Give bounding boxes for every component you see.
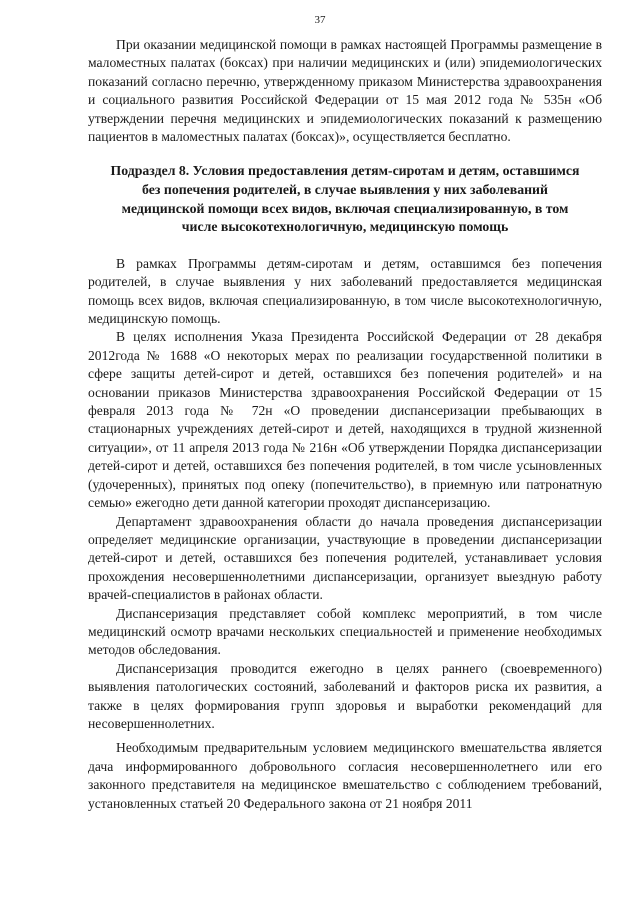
paragraph-1: В рамках Программы детям-сиротам и детям, оставшимся без попечения родителей, в случае выявления у них заболеваний предоставляется медицинская помощь всех видов, включая специализированную, в том числе высокотехнологичную, медицинскую помощь. <box>88 255 602 327</box>
paragraph-6: Необходимым предварительным условием медицинского вмешательства является дача информированного добровольного согласия несовершеннолетнего или его законного представителя на медицинское вмешательство с соблюдением требований, установленных статьей 20 Федерального закона от 21 ноября 2011 <box>88 740 602 811</box>
paragraph-5: Диспансеризация проводится ежегодно в целях раннего (своевременного) выявления патологических состояний, заболеваний и факторов риска их развития, а также в целях формирования групп здоровья и выработки рекомендаций для несовершеннолетних. <box>88 660 602 731</box>
document-body <box>88 36 602 813</box>
paragraph-4: Диспансеризация представляет собой комплекс мероприятий, в том числе медицинский осмотр врачами нескольких специальностей и применение необходимых методов обследования. <box>88 605 602 658</box>
paragraph-2: В целях исполнения Указа Президента Российской Федерации от 28 декабря 2012года № 1688 «О некоторых мерах по реализации государственной политики в сфере защиты детей-сирот и детей, оставшихся без попечения родителей» и на основании приказов Министерства здравоохранения Российской Федерации от 15 февраля 2013 года № 72н «О проведении диспансеризации пребывающих в стационарных учреждениях детей-сирот и детей, находящихся в трудной жизненной ситуации», от 11 апреля 2013 года № 216н «Об утверждении Порядка диспансеризации детей-сирот и детей, оставшихся без попечения родителей, в том числе усыновленных (удочеренных), принятых под опеку (попечительство), в приемную или патронатную семью» ежегодно дети данной категории проходят диспансеризацию. <box>88 329 602 511</box>
paragraph-3: Департамент здравоохранения области до начала проведения диспансеризации определяет медицинские организации, участвующие в проведении диспансеризации детей-сирот и детей, оставшихся без попечения родителей, устанавливает условия прохождения несовершеннолетними диспансеризации, организует выездную работу врачей-специалистов в районах области. <box>88 513 602 603</box>
intro-paragraph: При оказании медицинской помощи в рамках настоящей Программы размещение в маломестных палатах (боксах) при наличии медицинских и (или) эпидемиологических показаний согласно перечню, утвержденному приказом Министерства здравоохранения и социального развития Российской Федерации от 15 мая 2012 года № 535н «Об утверждении перечня медицинских и эпидемиологических показаний к размещению пациентов в маломестных палатах (боксах)», осуществляется бесплатно. <box>88 37 602 145</box>
section-heading: Подраздел 8. Условия предоставления детям-сиротам и детям, оставшимся без попечения родителей, в случае выявления у них заболеваний медицинской помощи всех видов, включая специализированную, в том числе высокотехнологичную, медицинскую помощь <box>110 163 580 235</box>
page-number: 37 <box>314 14 326 26</box>
